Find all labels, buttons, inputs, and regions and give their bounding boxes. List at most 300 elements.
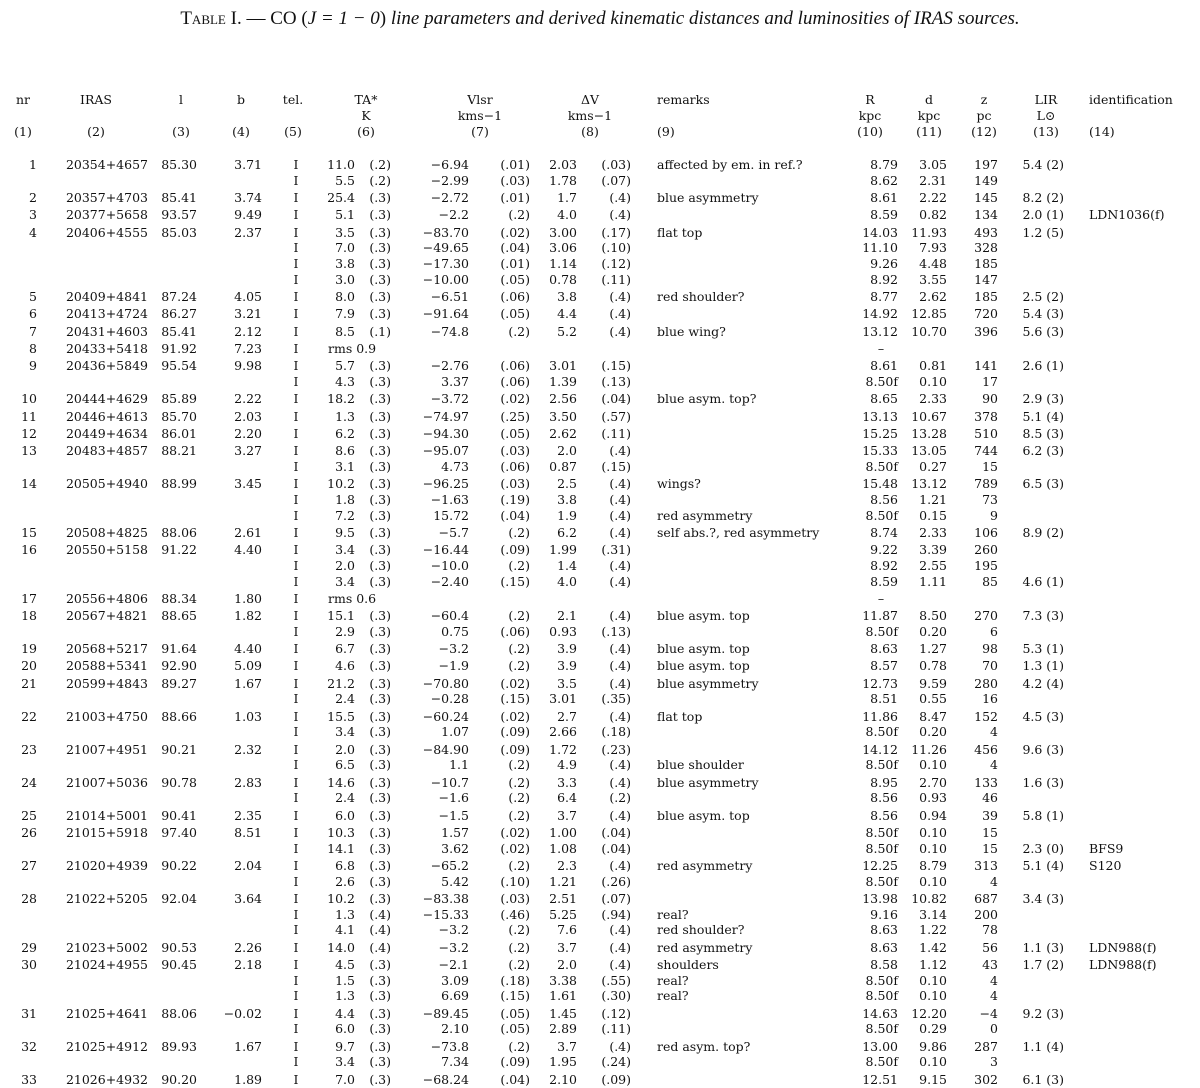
cell-nr: 33 [21,1072,37,1087]
cell-dv-err: (.03) [601,157,631,172]
cell-ta: 1.8 [335,492,355,507]
header-4-line1: b [236,92,245,107]
cell-d: 0.10 [919,757,947,772]
cell-lir: 5.1 (4) [1022,409,1064,424]
cell-dv: 0.93 [549,624,577,639]
cell-d: 2.22 [919,190,947,205]
cell-z: 185 [974,289,998,304]
cell-r: 8.50f [865,973,898,988]
cell-r: 14.12 [862,742,898,757]
cell-vlsr-err: (.2) [508,207,530,222]
cell-tel: I [293,426,299,441]
cell-z: 744 [974,443,998,458]
cell-d: 9.59 [919,676,947,691]
cell-vlsr: 3.37 [441,374,469,389]
header-1-line3: (1) [14,124,32,139]
header-13-line2: L⊙ [1036,108,1056,123]
cell-lir: 5.8 (1) [1022,808,1064,823]
cell-ta-err: (.3) [369,724,391,739]
cell-z: 280 [974,676,998,691]
cell-tel: I [293,492,299,507]
cell-r: 8.59 [870,207,898,222]
cell-z: 73 [982,492,998,507]
cell-b: 1.80 [234,591,262,606]
cell-ta-err: (.3) [369,775,391,790]
cell-tel: I [293,922,299,937]
cell-vlsr: −83.70 [422,225,469,240]
cell-iras: 20508+4825 [65,525,148,540]
cell-dv-err: (.4) [609,775,631,790]
header-14-line1: identification [1089,92,1173,107]
cell-remarks: flat top [657,709,703,724]
cell-b: 9.49 [234,207,262,222]
cell-dv-err: (.4) [609,608,631,623]
cell-dv-err: (.4) [609,757,631,772]
cell-dv-err: (.23) [601,742,631,757]
cell-iras: 20550+5158 [65,542,148,557]
header-13-line1: LIR [1034,92,1058,107]
cell-remarks: blue asym. top [657,808,750,823]
cell-vlsr: 3.09 [441,973,469,988]
cell-tel: I [293,825,299,840]
cell-tel: I [293,790,299,805]
cell-dv: 3.7 [557,808,577,823]
cell-dv: 1.14 [549,256,577,271]
cell-tel: I [293,940,299,955]
cell-ta-err: (.4) [369,922,391,937]
cell-tel: I [293,641,299,656]
cell-ta-err: (.3) [369,988,391,1003]
cell-tel: I [293,858,299,873]
cell-vlsr-err: (.05) [500,426,530,441]
cell-r: 8.50f [865,459,898,474]
cell-vlsr: −91.64 [422,306,469,321]
cell-iras: 21014+5001 [65,808,148,823]
cell-vlsr: −6.94 [430,157,469,172]
cell-r: 8.61 [870,358,898,373]
cell-ta-err: (.3) [369,409,391,424]
cell-vlsr: −83.38 [422,891,469,906]
cell-z: 16 [982,691,998,706]
cell-vlsr: 1.07 [441,724,469,739]
cell-iras: 20449+4634 [65,426,148,441]
cell-r: 8.59 [870,574,898,589]
cell-vlsr-err: (.2) [508,808,530,823]
cell-dv-err: (.04) [601,391,631,406]
cell-ta: 8.5 [335,324,355,339]
cell-ta: 9.5 [335,525,355,540]
cell-nr: 26 [21,825,37,840]
cell-dv-err: (.4) [609,525,631,540]
header-2-line1: IRAS [80,92,112,107]
caption-paren: ) [379,8,391,29]
cell-ta: 3.4 [335,574,355,589]
cell-d: 0.10 [919,374,947,389]
cell-remarks: blue asym. top? [657,391,757,406]
caption-dash: — [241,8,271,29]
cell-vlsr: −10.00 [422,272,469,287]
cell-iras: 21025+4641 [65,1006,148,1021]
cell-dv: 3.01 [549,691,577,706]
cell-ta-err: (.3) [369,641,391,656]
cell-vlsr: −3.2 [438,940,469,955]
cell-iras: 20357+4703 [65,190,148,205]
cell-vlsr-err: (.03) [500,173,530,188]
cell-remarks: flat top [657,225,703,240]
cell-nr: 9 [29,358,37,373]
cell-ta: 8.0 [335,289,355,304]
cell-r: 13.98 [862,891,898,906]
cell-ta-err: (.3) [369,358,391,373]
cell-l: 85.41 [161,324,197,339]
cell-dv: 2.03 [549,157,577,172]
cell-iras: 20433+5418 [65,341,148,356]
cell-b: 1.67 [234,676,262,691]
cell-b: −0.02 [223,1006,262,1021]
cell-nr: 7 [29,324,37,339]
cell-tel: I [293,256,299,271]
cell-r: 8.50f [865,1054,898,1069]
cell-vlsr-err: (.03) [500,443,530,458]
cell-ta: 2.4 [335,790,355,805]
cell-ta: 14.6 [327,775,355,790]
cell-ta-err: (.4) [369,940,391,955]
cell-d: 8.47 [919,709,947,724]
cell-l: 85.30 [161,157,197,172]
cell-dv: 2.62 [549,426,577,441]
cell-remarks: red asymmetry [657,940,753,955]
cell-z: 195 [974,558,998,573]
cell-ta: 5.5 [335,173,355,188]
header-11-line3: (11) [916,124,942,139]
cell-vlsr-err: (.46) [500,907,530,922]
header-2-line3: (2) [87,124,105,139]
cell-vlsr: −1.6 [438,790,469,805]
cell-lir: 2.3 (0) [1022,841,1064,856]
cell-r: 8.92 [870,272,898,287]
cell-vlsr-err: (.15) [500,691,530,706]
cell-iras: 21007+5036 [65,775,148,790]
cell-ta-err: (.3) [369,658,391,673]
cell-d: 0.82 [919,207,947,222]
cell-ta: 5.7 [335,358,355,373]
cell-tel: I [293,973,299,988]
cell-ta-err: (.3) [369,391,391,406]
cell-b: 7.23 [234,341,262,356]
header-5-line1: tel. [282,92,304,107]
cell-ta: 7.0 [335,240,355,255]
cell-dv-err: (.4) [609,476,631,491]
cell-lir: 4.6 (1) [1022,574,1064,589]
cell-d: 11.93 [911,225,947,240]
cell-dv: 2.7 [557,709,577,724]
cell-r: 8.62 [870,173,898,188]
cell-tel: I [293,874,299,889]
cell-vlsr: −74.97 [422,409,469,424]
cell-dv-err: (.4) [609,858,631,873]
cell-dv: 1.95 [549,1054,577,1069]
cell-vlsr: −2.76 [430,358,469,373]
cell-d: 12.20 [911,1006,947,1021]
cell-tel: I [293,289,299,304]
cell-dv: 4.0 [557,207,577,222]
cell-dv: 3.9 [557,658,577,673]
cell-ta-err: (.3) [369,742,391,757]
cell-tel: I [293,1006,299,1021]
cell-ta-err: (.3) [369,858,391,873]
cell-d: 1.42 [919,940,947,955]
cell-vlsr: 7.34 [441,1054,469,1069]
cell-dv: 2.0 [557,443,577,458]
cell-d: 0.10 [919,988,947,1003]
cell-ta-err: (.3) [369,289,391,304]
cell-lir: 1.6 (3) [1022,775,1064,790]
cell-iras: 20483+4857 [65,443,148,458]
header-8-line3: (8) [581,124,599,139]
cell-z: 4 [990,874,998,889]
cell-r: 9.26 [870,256,898,271]
cell-r: 14.63 [862,1006,898,1021]
cell-tel: I [293,742,299,757]
cell-ta: 6.7 [335,641,355,656]
cell-dv-err: (.35) [601,691,631,706]
cell-ta: 4.6 [335,658,355,673]
cell-r: 13.00 [862,1039,898,1054]
cell-d: 12.85 [911,306,947,321]
cell-dv: 1.7 [557,190,577,205]
cell-vlsr: −2.72 [430,190,469,205]
cell-d: 0.27 [919,459,947,474]
cell-nr: 10 [21,391,37,406]
cell-dv: 1.21 [549,874,577,889]
cell-d: 0.10 [919,841,947,856]
cell-lir: 2.5 (2) [1022,289,1064,304]
cell-lir: 2.9 (3) [1022,391,1064,406]
cell-d: 2.31 [919,173,947,188]
cell-ta: 3.8 [335,256,355,271]
cell-d: 13.12 [911,476,947,491]
cell-lir: 2.0 (1) [1022,207,1064,222]
cell-dv: 2.0 [557,957,577,972]
cell-iras: 21026+4932 [65,1072,148,1087]
header-12-line3: (12) [971,124,997,139]
cell-nr: 30 [21,957,37,972]
cell-dv: 5.2 [557,324,577,339]
cell-dv-err: (.55) [601,973,631,988]
cell-vlsr: −2.40 [430,574,469,589]
header-11-line1: d [924,92,933,107]
cell-nr: 32 [21,1039,37,1054]
cell-r: 8.63 [870,940,898,955]
cell-z: 510 [974,426,998,441]
cell-dv-err: (.4) [609,676,631,691]
cell-vlsr-err: (.02) [500,841,530,856]
cell-r: 13.13 [862,409,898,424]
cell-z: 15 [982,459,998,474]
cell-vlsr-err: (.2) [508,858,530,873]
cell-ta: 2.6 [335,874,355,889]
cell-r: 8.51 [870,691,898,706]
cell-ta: 21.2 [327,676,355,691]
cell-remarks: blue asymmetry [657,676,759,691]
cell-dv-err: (.4) [609,808,631,823]
cell-vlsr: 1.1 [449,757,469,772]
cell-ta-err: (.3) [369,272,391,287]
cell-vlsr-err: (.15) [500,988,530,1003]
cell-remarks: affected by em. in ref.? [657,157,803,172]
cell-z: 260 [974,542,998,557]
cell-remarks: blue wing? [657,324,726,339]
cell-ident: BFS9 [1089,841,1124,856]
cell-vlsr-err: (.15) [500,574,530,589]
cell-nr: 21 [21,676,37,691]
cell-dv-err: (.4) [609,658,631,673]
cell-vlsr-err: (.04) [500,240,530,255]
cell-l: 88.06 [161,1006,197,1021]
cell-tel: I [293,525,299,540]
cell-nr: 12 [21,426,37,441]
cell-dv-err: (.4) [609,492,631,507]
cell-z: 43 [982,957,998,972]
cell-vlsr-err: (.2) [508,775,530,790]
cell-tel: I [293,709,299,724]
cell-r: – [877,341,885,356]
cell-b: 3.27 [234,443,262,458]
cell-ta: 1.3 [335,907,355,922]
cell-r: 8.63 [870,641,898,656]
cell-ta-err: (.3) [369,190,391,205]
cell-r: 8.92 [870,558,898,573]
cell-l: 90.78 [161,775,197,790]
cell-dv: 1.72 [549,742,577,757]
cell-l: 85.41 [161,190,197,205]
cell-remarks: blue shoulder [657,757,744,772]
cell-z: 141 [974,358,998,373]
caption-transition: J = 1 − 0 [307,8,380,29]
cell-iras: 20354+4657 [65,157,148,172]
cell-remarks: blue asymmetry [657,775,759,790]
cell-ta: 11.0 [327,157,355,172]
cell-r: 8.95 [870,775,898,790]
cell-ta: 5.1 [335,207,355,222]
cell-r: 8.56 [870,492,898,507]
cell-dv-err: (.13) [601,374,631,389]
cell-ta-err: (.3) [369,525,391,540]
header-14-line3: (14) [1089,124,1115,139]
cell-ident: LDN988(f) [1089,940,1157,955]
cell-vlsr-err: (.02) [500,709,530,724]
cell-b: 3.64 [234,891,262,906]
cell-r: 8.50f [865,825,898,840]
cell-dv-err: (.17) [601,225,631,240]
cell-tel: I [293,272,299,287]
cell-dv-err: (.57) [601,409,631,424]
cell-tel: I [293,409,299,424]
cell-d: 2.33 [919,391,947,406]
cell-lir: 5.4 (2) [1022,157,1064,172]
cell-r: 14.03 [862,225,898,240]
cell-dv-err: (.13) [601,624,631,639]
cell-lir: 6.5 (3) [1022,476,1064,491]
cell-b: 2.26 [234,940,262,955]
header-12-line2: pc [976,108,992,123]
cell-dv: 3.7 [557,940,577,955]
cell-ta-err: (.3) [369,841,391,856]
cell-b: 4.05 [234,289,262,304]
cell-tel: I [293,724,299,739]
cell-b: 2.04 [234,858,262,873]
cell-vlsr-err: (.01) [500,256,530,271]
cell-remarks: blue asym. top [657,658,750,673]
cell-r: 8.65 [870,391,898,406]
cell-b: 2.22 [234,391,262,406]
cell-iras: 20444+4629 [65,391,148,406]
cell-b: 1.67 [234,1039,262,1054]
header-7-line2: kms−1 [457,108,503,123]
cell-ta-err: (.3) [369,476,391,491]
cell-vlsr: −60.24 [422,709,469,724]
cell-tel: I [293,676,299,691]
cell-z: 152 [974,709,998,724]
cell-ta: 3.5 [335,225,355,240]
cell-r: 11.10 [862,240,898,255]
cell-remarks: blue asym. top [657,608,750,623]
cell-dv: 4.9 [557,757,577,772]
cell-vlsr-err: (.02) [500,391,530,406]
cell-dv: 0.78 [549,272,577,287]
cell-remarks: self abs.?, red asymmetry [657,525,820,540]
cell-vlsr-err: (.05) [500,272,530,287]
cell-d: 0.94 [919,808,947,823]
cell-nr: 14 [21,476,37,491]
cell-r: 8.61 [870,190,898,205]
cell-l: 91.22 [161,542,197,557]
cell-r: 13.12 [862,324,898,339]
cell-dv-err: (.4) [609,1039,631,1054]
cell-vlsr: 3.62 [441,841,469,856]
cell-b: 1.03 [234,709,262,724]
cell-r: 8.74 [870,525,898,540]
cell-d: 9.15 [919,1072,947,1087]
cell-ta: 18.2 [327,391,355,406]
cell-vlsr-err: (.06) [500,459,530,474]
cell-lir: 6.2 (3) [1022,443,1064,458]
header-8-line2: kms−1 [567,108,613,123]
cell-tel: I [293,591,299,606]
cell-iras: 20409+4841 [65,289,148,304]
cell-dv-err: (.4) [609,957,631,972]
cell-d: 3.05 [919,157,947,172]
cell-d: 2.55 [919,558,947,573]
cell-ta: 2.4 [335,691,355,706]
header-10-line1: R [865,92,875,107]
cell-dv: 3.50 [549,409,577,424]
cell-dv-err: (.04) [601,825,631,840]
cell-ta: 4.4 [335,1006,355,1021]
cell-vlsr-err: (.05) [500,306,530,321]
cell-tel: I [293,1054,299,1069]
cell-tel: I [293,190,299,205]
cell-vlsr: −2.2 [438,207,469,222]
cell-iras: 20567+4821 [65,608,148,623]
cell-nr: 20 [21,658,37,673]
cell-iras: 20568+5217 [65,641,148,656]
cell-r: 15.25 [862,426,898,441]
cell-ta: 1.5 [335,973,355,988]
cell-r: 8.56 [870,790,898,805]
cell-nr: 4 [29,225,37,240]
cell-ta: 10.3 [327,825,355,840]
